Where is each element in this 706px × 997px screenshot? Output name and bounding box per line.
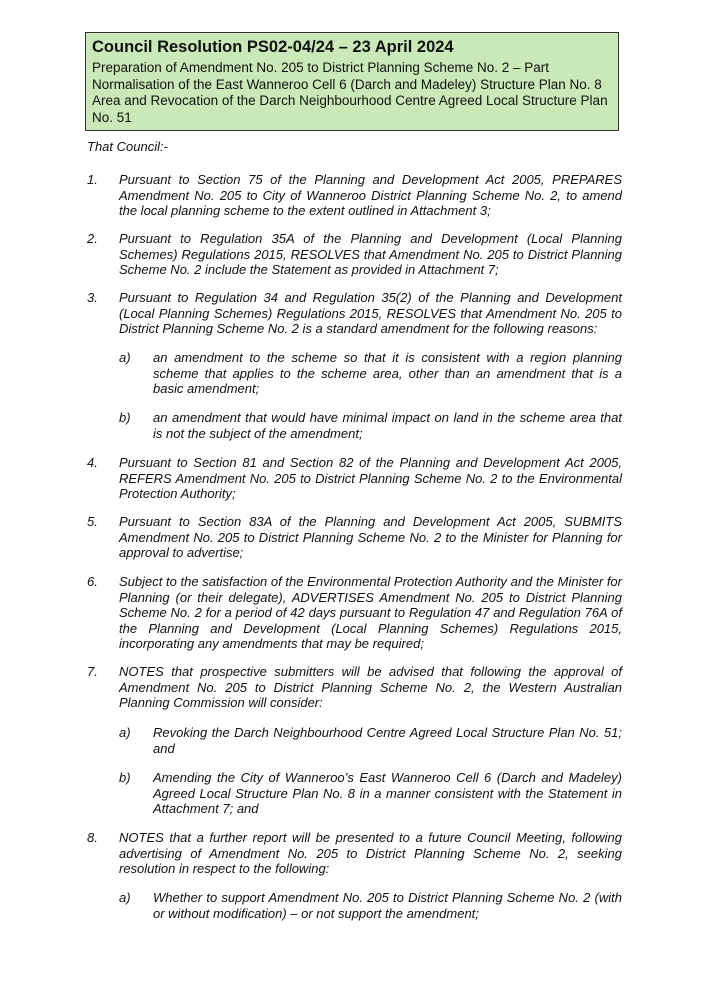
resolution-item-5 <box>87 514 622 561</box>
subitem-text: an amendment that would have minimal impact on land in the scheme area that is not the subject of the amendment; <box>153 410 622 441</box>
resolution-subitem-8a <box>119 890 622 921</box>
resolution-item-4 <box>87 455 622 502</box>
item-text: Pursuant to Regulation 34 and Regulation 35(2) of the Planning and Development (Local Planning Schemes) Regulations 2015, RESOLVES that Amendment No. 205 to District Planning Scheme No. 2 is a standard amendment for the following reasons: <box>119 290 622 337</box>
item-text: NOTES that prospective submitters will be advised that following the approval of Amendment No. 205 to District Planning Scheme No. 2, the Western Australian Planning Commission will consider: <box>119 664 622 711</box>
subitem-letter: a) <box>119 725 131 740</box>
resolution-subtitle: Preparation of Amendment No. 205 to District Planning Scheme No. 2 – Part Normalisation of the East Wanneroo Cell 6 (Darch and Madeley) Structure Plan No. 8 Area and Revocation of the Darch Neighbourhood Centre Agreed Local Structure Plan No. 51 <box>92 60 608 125</box>
item-number: 6. <box>87 574 98 589</box>
item-text: Subject to the satisfaction of the Environmental Protection Authority and the Minister for Planning (or their delegate), ADVERTISES Amendment No. 205 to District Planning Scheme No. 2 for a period of 42 days pursuant to Regulation 47 and Regulation 76A of the Planning and Development (Local Planning Schemes) Regulations 2015, incorporating any amendments that may be required; <box>119 574 622 652</box>
resolution-item-8 <box>87 830 622 877</box>
item-number: 7. <box>87 664 98 679</box>
resolution-item-3 <box>87 290 622 337</box>
resolution-item-6 <box>87 574 622 652</box>
resolution-subitem-3b <box>119 410 622 441</box>
resolution-subitem-7b <box>119 770 622 817</box>
resolution-item-1 <box>87 172 622 219</box>
item-text: NOTES that a further report will be presented to a future Council Meeting, following advertising of Amendment No. 205 to District Planning Scheme No. 2, seeking resolution in respect to the following: <box>119 830 622 877</box>
item-text: Pursuant to Section 83A of the Planning and Development Act 2005, SUBMITS Amendment No. 205 to District Planning Scheme No. 2 to the Minister for Planning for approval to advertise; <box>119 514 622 561</box>
resolution-item-7 <box>87 664 622 711</box>
subitem-letter: b) <box>119 410 131 425</box>
subitem-letter: a) <box>119 350 131 365</box>
subitem-text: Amending the City of Wanneroo’s East Wanneroo Cell 6 (Darch and Madeley) Agreed Local Structure Plan No. 8 in a manner consistent with the Statement in Attachment 7; and <box>153 770 622 817</box>
item-number: 1. <box>87 172 98 187</box>
subitem-text: Whether to support Amendment No. 205 to District Planning Scheme No. 2 (with or without modification) – or not support the amendment; <box>153 890 622 921</box>
item-number: 2. <box>87 231 98 246</box>
resolution-item-2 <box>87 231 622 278</box>
resolution-subitem-7a <box>119 725 622 756</box>
item-number: 4. <box>87 455 98 470</box>
subitem-letter: b) <box>119 770 131 785</box>
resolution-banner <box>85 32 619 131</box>
resolution-title: Council Resolution PS02-04/24 – 23 April 2024 <box>92 38 454 56</box>
item-number: 5. <box>87 514 98 529</box>
item-text: Pursuant to Section 75 of the Planning and Development Act 2005, PREPARES Amendment No. 205 to City of Wanneroo District Planning Scheme No. 2, to amend the local planning scheme to the extent outlined in Attachment 3; <box>119 172 622 219</box>
item-text: Pursuant to Section 81 and Section 82 of the Planning and Development Act 2005, REFERS Amendment No. 205 to District Planning Scheme No. 2 to the Environmental Protection Authority; <box>119 455 622 502</box>
subitem-text: an amendment to the scheme so that it is consistent with a region planning scheme that applies to the scheme area, other than an amendment that is a basic amendment; <box>153 350 622 397</box>
item-text: Pursuant to Regulation 35A of the Planning and Development (Local Planning Schemes) Regulations 2015, RESOLVES that Amendment No. 205 to District Planning Scheme No. 2 include the Statement as provided in Attachment 7; <box>119 231 622 278</box>
item-number: 3. <box>87 290 98 305</box>
resolution-subitem-3a <box>119 350 622 397</box>
subitem-text: Revoking the Darch Neighbourhood Centre Agreed Local Structure Plan No. 51; and <box>153 725 622 756</box>
item-number: 8. <box>87 830 98 845</box>
subitem-letter: a) <box>119 890 131 905</box>
intro-text: That Council:- <box>87 139 168 154</box>
